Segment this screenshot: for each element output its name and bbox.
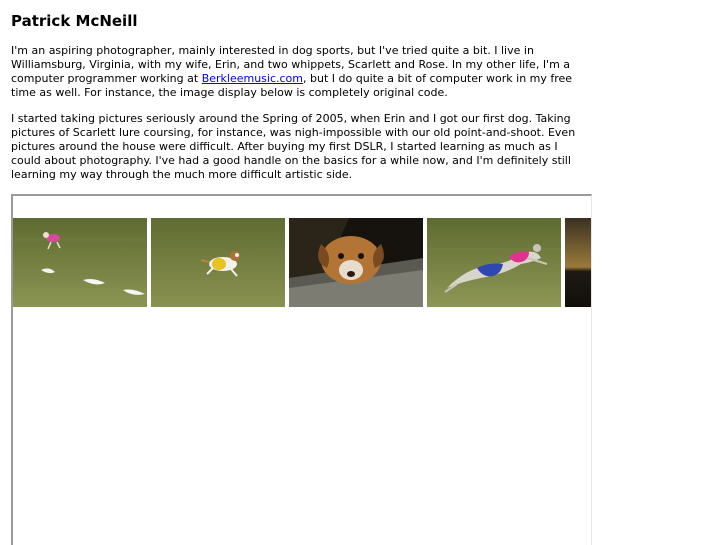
thumbnail-image-4 bbox=[427, 218, 561, 307]
intro-text-after-link: , but I do quite a bit of computer work in my free time as well. For instance, the image display below is completely original code. bbox=[11, 72, 573, 99]
page-title: Patrick McNeill bbox=[11, 12, 138, 30]
image-viewer[interactable] bbox=[11, 194, 592, 545]
thumbnail-strip[interactable] bbox=[13, 218, 592, 308]
thumbnail-dog-portrait[interactable] bbox=[289, 218, 423, 307]
thumbnail-sunset[interactable] bbox=[565, 218, 592, 307]
intro-paragraph-1 bbox=[11, 44, 589, 100]
thumbnail-whippet-running[interactable] bbox=[427, 218, 561, 307]
main-content bbox=[11, 0, 591, 181]
intro-paragraph-2: I started taking pictures seriously around the Spring of 2005, when Erin and I got our first dog. Taking pictures of Scarlett lure coursing, for instance, was nigh-impossible with our old point-and-shoot. Even pictures around the house were difficult. After buying my first DSLR, I started learning as much as I could about photography. I've had a good handle on the basics for a while now, and I'm definitely still learning my way through the much more difficult artistic side. bbox=[11, 112, 576, 181]
berkleemusic-link[interactable]: Berkleemusic.com bbox=[201, 72, 303, 85]
thumbnail-image-3 bbox=[289, 218, 423, 307]
thumbnail-dog-yellow-coat[interactable] bbox=[151, 218, 285, 307]
thumbnail-image-5 bbox=[565, 218, 592, 307]
thumbnail-image-1 bbox=[13, 218, 147, 307]
thumbnail-dog-pink-coat[interactable] bbox=[13, 218, 147, 307]
thumbnail-image-2 bbox=[151, 218, 285, 307]
intro-text-before-link: I'm an aspiring photographer, mainly interested in dog sports, but I've tried quite a bit. I live in Williamsburg, Virginia, with my wife, Erin, and two whippets, Scarlett and Rose. In my other life, I'm a computer programmer working at bbox=[11, 44, 571, 85]
